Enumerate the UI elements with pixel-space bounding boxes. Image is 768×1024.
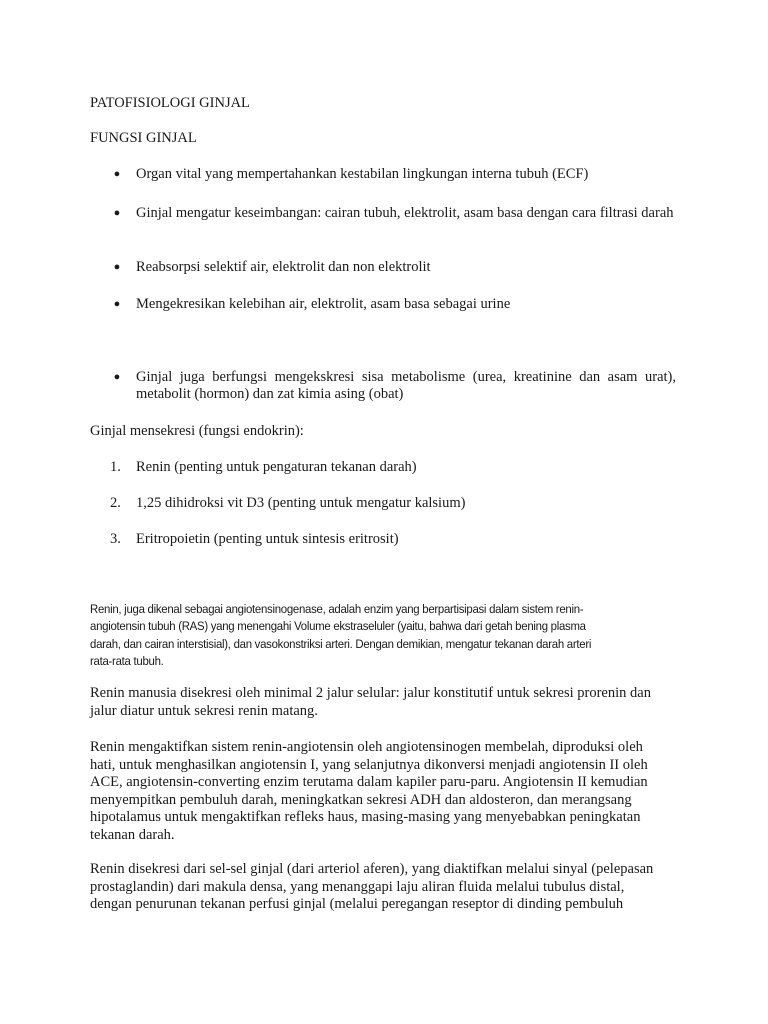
bullet-text: Reabsorpsi selektif air, elektrolit dan non elektrolit [136,259,431,275]
text-line: Renin manusia disekresi oleh minimal 2 jalur selular: jalur konstitutif untuk sekresi prorenin dan [90,685,651,701]
document-title: PATOFISIOLOGI GINJAL [90,95,250,111]
text-line: hipotalamus untuk mengaktifkan refleks haus, masing-masing yang menyebabkan peningkatan [90,809,641,825]
text-line: rata-rata tubuh. [90,653,164,668]
numbered-item [90,531,676,548]
bullet-text: Mengekresikan kelebihan air, elektrolit, asam basa sebagai urine [136,296,511,312]
text-line: menyempitkan pembuluh darah, meningkatkan sekresi ADH dan aldosteron, dan merangsang [90,791,632,808]
text-line: dengan penurunan tekanan perfusi ginjal (melalui peregangan reseptor di dinding pembuluh [90,896,624,912]
text-line: jalur diatur untuk sekresi renin matang. [90,702,318,719]
bullet-text: Organ vital yang mempertahankan kestabilan lingkungan interna tubuh (ECF) [136,166,589,182]
bullet-text: Ginjal juga berfungsi mengekskresi sisa metabolisme (urea, kreatinine dan asam urat), metabolit (hormon) dan zat kimia asing (obat) [136,369,676,402]
bullet-item [90,369,676,403]
bullet-icon: ● [113,168,121,180]
numbered-item [90,495,676,512]
text-line: Renin, juga dikenal sebagai angiotensinogenase, adalah enzim yang berpartisipasi dalam sistem renin- [90,602,584,616]
bullet-icon: ● [113,261,121,273]
bullet-item [90,166,676,183]
text-line: darah, dan cairan interstisial), dan vasokonstriksi arteri. Dengan demikian, mengatur tekanan darah arteri [90,636,592,651]
bullet-item [90,296,676,313]
bullet-icon: ● [113,298,121,310]
paragraph-renin-cells [90,861,677,914]
bullet-item [90,259,676,276]
text-line: Renin mengaktifkan sistem renin-angiotensin oleh angiotensinogen membelah, diproduksi oleh [90,739,643,755]
bullet-icon: ● [113,371,121,383]
text-line: hati, untuk menghasilkan angiotensin I, yang selanjutnya dikonversi menjadi angiotensin II oleh [90,756,648,773]
text-line: angiotensin tubuh (RAS) yang menengahi Volume ekstraseluler (yaitu, bahwa dari getah bening plasma [90,619,586,634]
item-number: 2. [110,495,121,511]
text-line: tekanan darah. [90,826,175,843]
paragraph-renin-definition [90,601,677,670]
paragraph-renin-activation [90,739,677,844]
item-text: Eritropoietin (penting untuk sintesis eritrosit) [136,531,399,547]
item-text: Renin (penting untuk pengaturan tekanan darah) [136,459,417,475]
text-line: ACE, angiotensin-converting enzim terutama dalam kapiler paru-paru. Angiotensin II kemudian [90,774,648,790]
item-number: 3. [110,531,121,547]
bullet-text: Ginjal mengatur keseimbangan: cairan tubuh, elektrolit, asam basa dengan cara filtrasi darah [136,205,674,221]
bullet-icon: ● [113,207,121,219]
text-line: prostaglandin) dari makula densa, yang menanggapi laju aliran fluida melalui tubulus distal, [90,878,625,895]
text-line: Renin disekresi dari sel-sel ginjal (dari arteriol aferen), yang diaktifkan melalui sinyal (pelepasan [90,861,654,877]
item-number: 1. [110,459,121,475]
endocrine-intro: Ginjal mensekresi (fungsi endokrin): [90,423,304,439]
section-heading: FUNGSI GINJAL [90,130,197,146]
bullet-item [90,205,676,222]
paragraph-renin-secretion [90,685,677,720]
item-text: 1,25 dihidroksi vit D3 (penting untuk mengatur kalsium) [136,495,466,511]
numbered-item [90,459,676,476]
